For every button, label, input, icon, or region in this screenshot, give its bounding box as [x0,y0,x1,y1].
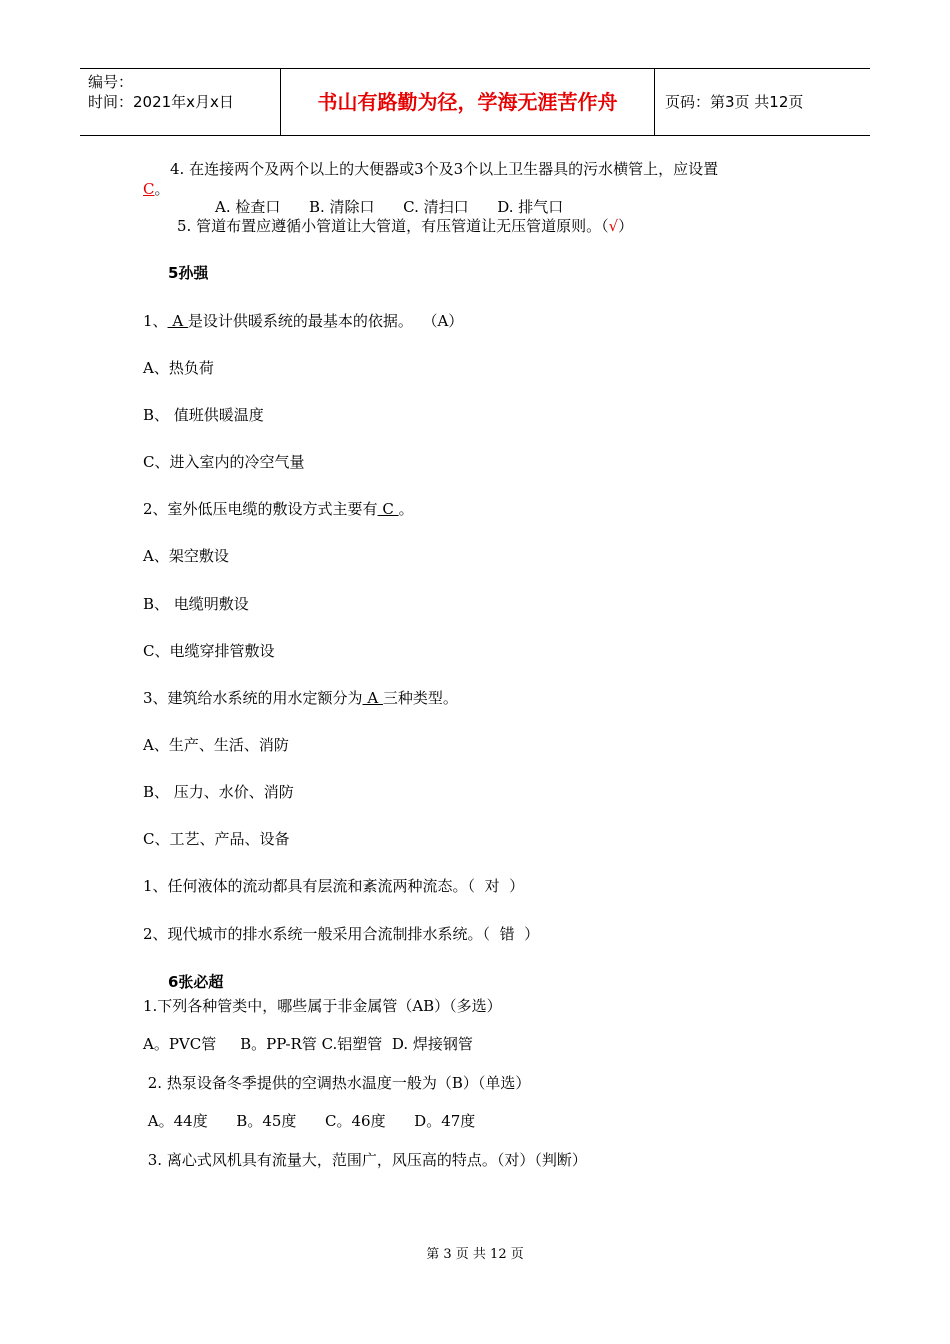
s6-question-3: 3. 离心式风机具有流量大，范围广，风压高的特点。（对）（判断） [143,1151,587,1169]
s5-question-2-option-b: B、 电缆明敷设 [143,595,249,613]
s5-question-1-option-c: C、进入室内的冷空气量 [143,453,305,471]
s5-question-2: 2、室外低压电缆的敷设方式主要有 C 。 [143,500,414,518]
question-4-answer: C。 [143,180,170,198]
s6-question-2-options: A。44度 B。45度 C。46度 D。47度 [143,1112,476,1130]
motto: 书山有路勤为径，学海无涯苦作舟 [281,69,655,135]
header-meta [80,69,281,135]
s5-question-2-option-a: A、架空敷设 [143,547,229,565]
s5-question-3-option-a: A、生产、生活、消防 [143,736,289,754]
section-5-heading: 5孙强 [168,264,209,282]
s5-question-2-option-c: C、电缆穿排管敷设 [143,642,275,660]
s5-question-3-option-b: B、 压力、水价、消防 [143,783,294,801]
s6-question-1: 1.下列各种管类中，哪些属于非金属管（AB）（多选） [143,997,502,1015]
s6-question-1-options: A。PVC管 B。PP-R管 C.铝塑管 D. 焊接钢管 [143,1035,473,1053]
page-footer: 第 3 页 共 12 页 [426,1247,524,1262]
question-4: 4. 在连接两个及两个以上的大便器或3个及3个以上卫生器具的污水横管上，应设置 [170,160,719,178]
time-label: 时间：2021年x月x日 [88,93,234,111]
section-6-heading: 6张必超 [168,973,224,991]
s5-judge-2: 2、现代城市的排水系统一般采用合流制排水系统。（ 错 ） [143,925,540,943]
header-table [80,68,870,136]
s5-question-1-option-b: B、 值班供暖温度 [143,406,264,424]
page-label: 页码：第3页 共12页 [665,93,804,111]
s5-question-3-option-c: C、工艺、产品、设备 [143,830,290,848]
number-label: 编号： [88,73,134,91]
s6-question-2: 2. 热泵设备冬季提供的空调热水温度一般为（B）（单选） [143,1074,531,1092]
question-4-options: A. 检查口 B. 清除口 C. 清扫口 D. 排气口 [215,198,564,216]
s5-question-3: 3、建筑给水系统的用水定额分为 A 三种类型。 [143,689,458,707]
s5-judge-1: 1、任何液体的流动都具有层流和紊流两种流态。（ 对 ） [143,877,525,895]
s5-question-1: 1、 A 是设计供暖系统的最基本的依据。 （A） [143,312,464,330]
question-5: 5. 管道布置应遵循小管道让大管道，有压管道让无压管道原则。（√） [177,217,634,235]
s5-question-1-option-a: A、热负荷 [143,359,214,377]
